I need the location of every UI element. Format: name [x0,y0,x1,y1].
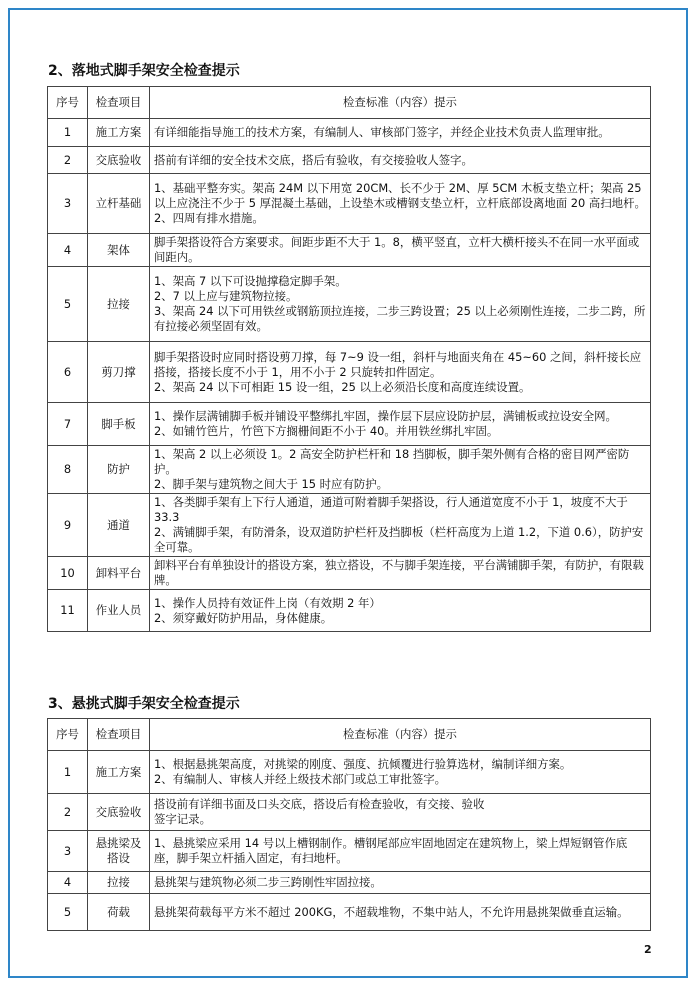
table-row [48,590,651,632]
standard-line: 脚手架搭设时应同时搭设剪刀撑，每 7~9 设一组，斜杆与地面夹角在 45~60 之间，斜杆接长应搭接，搭接长度不小于 1，用不小于 2 只旋转扣件固定。 [154,349,642,379]
check-standard [150,342,651,403]
check-item: 悬挑梁及搭设 [88,831,150,872]
check-standard [150,751,651,794]
check-standard [150,494,651,557]
check-item: 防护 [88,446,150,494]
scaffold-cantilever-table [47,718,651,931]
check-item: 施工方案 [88,119,150,147]
row-number: 2 [48,794,88,831]
standard-line: 2、有编制人、审核人并经上级技术部门或总工审批签字。 [154,772,447,786]
standard-line: 卸料平台有单独设计的搭设方案，独立搭设，不与脚手架连接，平台满铺脚手架，有防护，有限载牌。 [154,558,644,587]
table-row [48,494,651,557]
standard-line: 搭前有详细的安全技术交底，搭后有验收，有交接验收人签字。 [154,152,473,167]
check-item: 卸料平台 [88,557,150,590]
table-row [48,446,651,494]
check-item: 拉接 [88,872,150,894]
check-standard [150,794,651,831]
row-number: 4 [48,234,88,267]
standard-line: 1、根据悬挑架高度，对挑梁的刚度、强度、抗倾覆进行验算选材，编制详细方案。 [154,757,572,771]
check-standard [150,831,651,872]
header-standard: 检查标准（内容）提示 [150,87,651,119]
standard-line: 搭设前有详细书面及口头交底，搭设后有检查验收，有交接、验收 [154,797,485,811]
check-standard [150,894,651,931]
scaffold-ground-table [47,86,651,632]
row-number: 1 [48,751,88,794]
check-item: 脚手板 [88,403,150,446]
standard-line: 2、须穿戴好防护用品，身体健康。 [154,610,333,625]
header-item: 检查项目 [88,87,150,119]
check-standard [150,267,651,342]
standard-line: 1、悬挑梁应采用 14 号以上槽钢制作。槽钢尾部应牢固地固定在建筑物上，梁上焊短钢管作底座，脚手架立杆插入固定，有扫地杆。 [154,836,628,865]
check-standard [150,403,651,446]
row-number: 5 [48,894,88,931]
row-number: 11 [48,590,88,632]
table-row [48,234,651,267]
section-title-scaffold-cantilever: 3、悬挑式脚手架安全检查提示 [48,696,240,712]
standard-line: 2、四周有排水措施。 [154,211,264,225]
table-row [48,119,651,147]
row-number: 2 [48,147,88,174]
standard-line: 1、架高 2 以上必须设 1。2 高安全防护栏杆和 18 挡脚板，脚手架外侧有合格的密目网严密防护。 [154,447,630,476]
row-number: 6 [48,342,88,403]
check-standard [150,590,651,632]
header-item: 检查项目 [88,719,150,751]
standard-line: 2、7 以上应与建筑物拉接。 [154,289,298,303]
row-number: 3 [48,174,88,234]
check-item: 交底验收 [88,147,150,174]
row-number: 7 [48,403,88,446]
check-standard [150,234,651,267]
standard-line: 1、基础平整夯实。架高 24M 以下用宽 20CM、长不少于 2M、厚 5CM 木板支垫立杆；架高 25 以上应浇注不少于 5 厚混凝土基础，上设垫木或槽钢支垫立杆，立杆底部设离地面 20 高扫地杆。 [154,181,646,210]
standard-line: 悬挑架荷载每平方米不超过 200KG，不超载堆物，不集中站人，不允许用悬挑架做垂直运输。 [154,904,629,919]
standard-line: 1、操作人员持有效证件上岗（有效期 2 年） [154,595,381,610]
standard-line: 悬挑架与建筑物必须二步三跨刚性牢固拉接。 [154,875,382,889]
check-item: 剪刀撑 [88,342,150,403]
standard-line: 1、各类脚手架有上下行人通道，通道可附着脚手架搭设，行人通道宽度不小于 1，坡度不大于 33.3 [154,495,628,524]
table-row [48,147,651,174]
header-no: 序号 [48,719,88,751]
row-number: 10 [48,557,88,590]
row-number: 1 [48,119,88,147]
check-item: 通道 [88,494,150,557]
row-number: 5 [48,267,88,342]
check-standard [150,147,651,174]
page-number: 2 [644,943,652,956]
table-row [48,174,651,234]
table-row [48,267,651,342]
standard-line: 有详细能指导施工的技术方案，有编制人、审核部门签字，并经企业技术负责人监理审批。 [154,125,610,139]
table-row [48,794,651,831]
standard-line: 3、架高 24 以下可用铁丝或钢筋顶拉连接，二步三跨设置；25 以上必须刚性连接，二步二跨，所有拉接必须坚固有效。 [154,304,646,333]
row-number: 4 [48,872,88,894]
standard-line: 1、架高 7 以下可设抛撑稳定脚手架。 [154,274,347,288]
standard-line: 签字记录。 [154,812,211,826]
check-item: 交底验收 [88,794,150,831]
table-row [48,872,651,894]
check-item: 拉接 [88,267,150,342]
check-standard [150,174,651,234]
check-item: 立杆基础 [88,174,150,234]
check-item: 施工方案 [88,751,150,794]
header-standard: 检查标准（内容）提示 [150,719,651,751]
standard-line: 2、架高 24 以下可相距 15 设一组，25 以上必须沿长度和高度连续设置。 [154,379,531,394]
table-row [48,831,651,872]
table-row [48,557,651,590]
header-no: 序号 [48,87,88,119]
check-standard [150,872,651,894]
section-title-scaffold-ground: 2、落地式脚手架安全检查提示 [48,63,240,79]
table-row [48,751,651,794]
row-number: 9 [48,494,88,557]
table-row [48,894,651,931]
check-item: 荷载 [88,894,150,931]
check-standard [150,446,651,494]
check-standard [150,119,651,147]
standard-line: 2、如铺竹笆片，竹笆下方搁栅间距不小于 40。并用铁丝绑扎牢固。 [154,424,499,438]
standard-line: 2、脚手架与建筑物之间大于 15 时应有防护。 [154,477,389,491]
standard-line: 1、操作层满铺脚手板并铺设平整绑扎牢固，操作层下层应设防护层，满铺板或拉设安全网。 [154,409,617,423]
check-standard [150,557,651,590]
table-row [48,342,651,403]
row-number: 3 [48,831,88,872]
check-item: 架体 [88,234,150,267]
row-number: 8 [48,446,88,494]
table-row [48,403,651,446]
standard-line: 脚手架搭设符合方案要求。间距步距不大于 1。8，横平竖直，立杆大横杆接头不在同一水平面或间距内。 [154,235,640,264]
check-item: 作业人员 [88,590,150,632]
standard-line: 2、满铺脚手架，有防滑条，设双道防护栏杆及挡脚板（栏杆高度为上道 1.2，下道 0.6），防护安全可靠。 [154,525,644,554]
